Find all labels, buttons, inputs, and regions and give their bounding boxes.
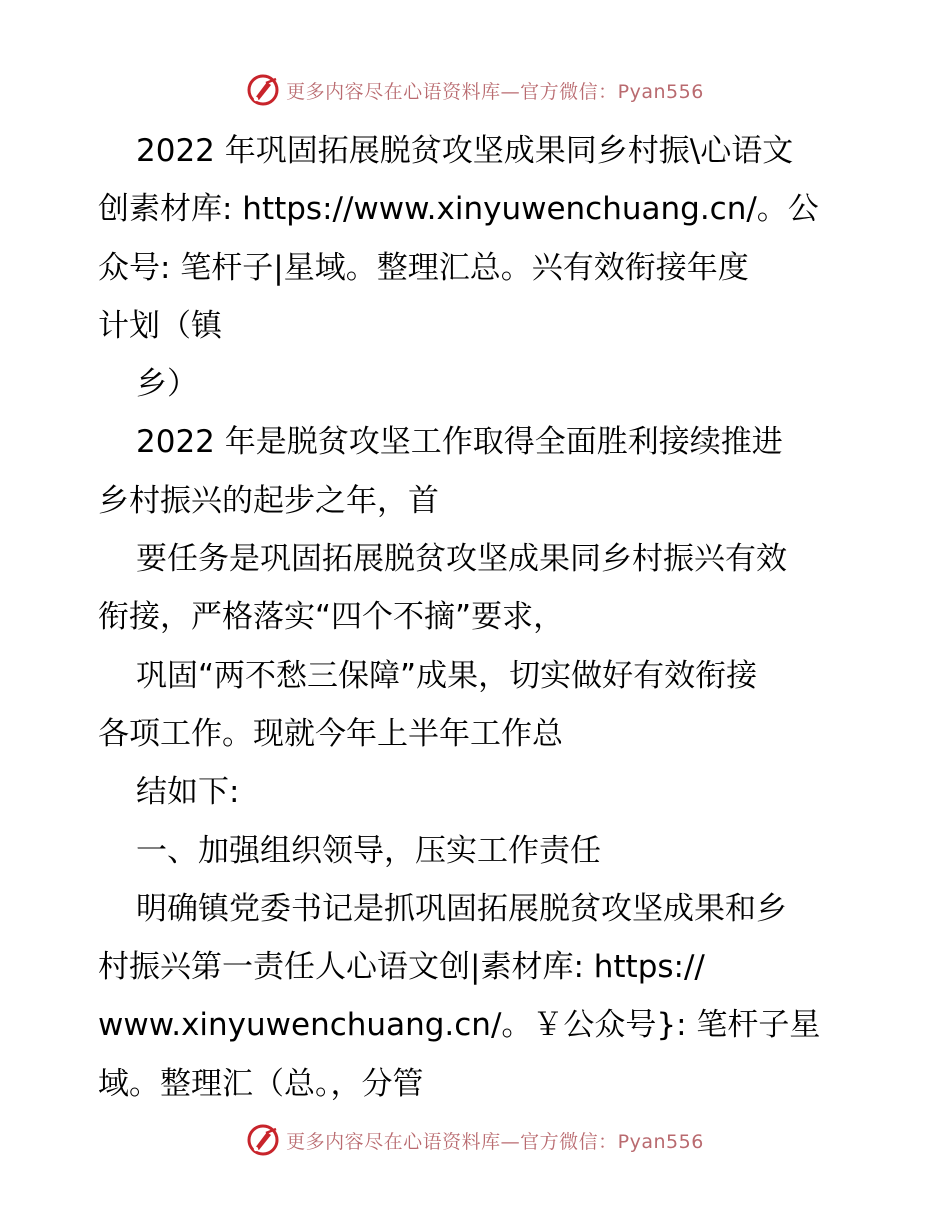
text-line: 2022 年巩固拓展脱贫攻坚成果同乡村振\心语文 <box>136 133 794 169</box>
pen-circle-logo-icon <box>246 73 280 107</box>
text-line: 结如下: <box>136 774 240 811</box>
pen-circle-logo-icon <box>246 1123 280 1157</box>
text-line: 衔接，严格落实“四个不摘”要求， <box>98 599 565 636</box>
text-line: 计划（镇 <box>98 307 222 344</box>
document-body <box>98 122 858 1113</box>
text-line: 村振兴第一责任人心语文创|素材库: https:// <box>98 949 705 986</box>
header-watermark-banner <box>0 70 950 110</box>
text-line: 创素材库: https://www.xinyuwenchuang.cn/。公 <box>98 191 819 228</box>
text-line: www.xinyuwenchuang.cn/。￥公众号}: 笔杆子星 <box>98 1007 821 1044</box>
section-heading: 一、加强组织领导，压实工作责任 <box>136 832 601 869</box>
footer-banner-wechat-id: Pyan556 <box>617 1130 704 1153</box>
text-line: 乡村振兴的起步之年，首 <box>98 482 439 519</box>
text-line: 巩固“两不愁三保障”成果，切实做好有效衔接 <box>136 657 758 694</box>
text-line: 众号: 笔杆子|星域。整理汇总。兴有效衔接年度 <box>98 249 749 286</box>
text-line: 2022 年是脱贫攻坚工作取得全面胜利接续推进 <box>136 424 783 461</box>
text-line: 要任务是巩固拓展脱贫攻坚成果同乡村振兴有效 <box>136 541 787 578</box>
header-banner-slogan: 更多内容尽在心语资料库—官方微信： <box>286 80 618 103</box>
footer-watermark-banner <box>0 1120 950 1160</box>
text-line: 各项工作。现就今年上半年工作总 <box>98 715 563 752</box>
header-banner-text <box>286 77 704 104</box>
header-banner-wechat-id: Pyan556 <box>617 80 704 103</box>
text-line: 明确镇党委书记是抓巩固拓展脱贫攻坚成果和乡 <box>136 890 787 927</box>
text-line: 域。整理汇（总。，分管 <box>98 1065 424 1102</box>
footer-banner-slogan: 更多内容尽在心语资料库—官方微信： <box>286 1130 618 1153</box>
footer-banner-text <box>286 1127 704 1154</box>
text-line: 乡） <box>136 366 198 403</box>
